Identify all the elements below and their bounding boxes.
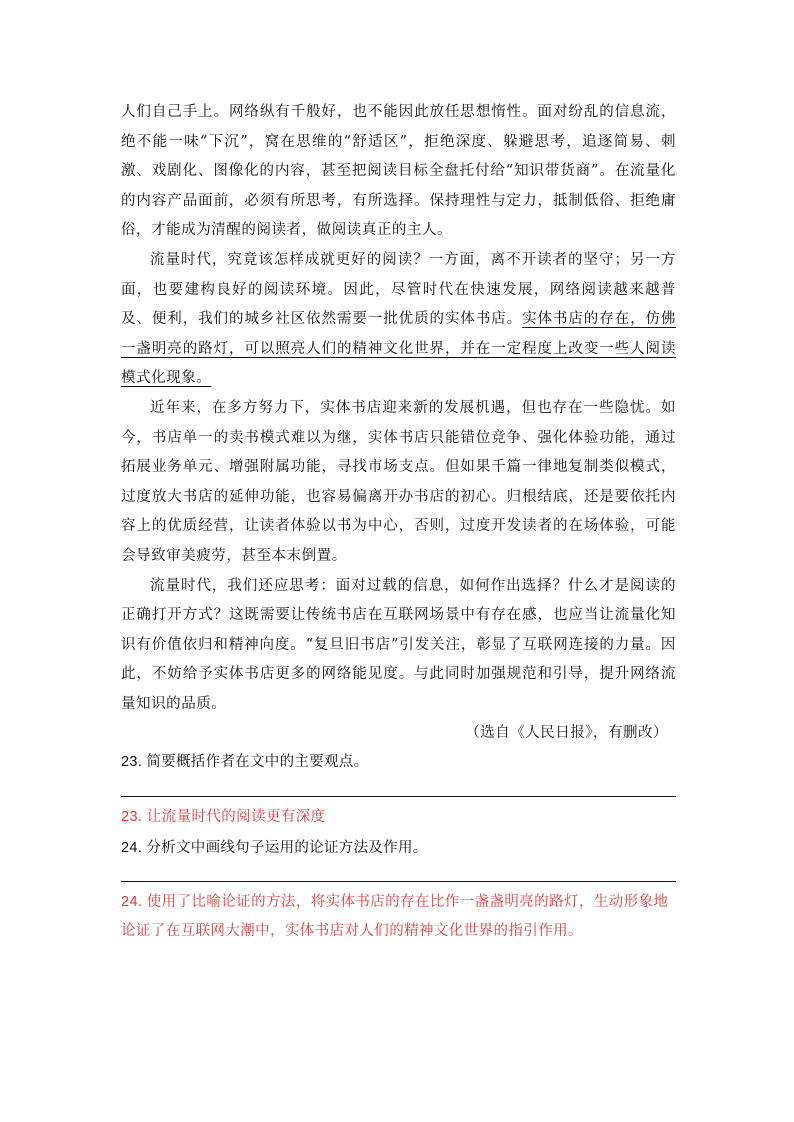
question-24-prompt: 24. 分析文中画线句子运用的论证方法及作用。 — [121, 839, 428, 856]
article-paragraph-1: 人们自己手上。网络纵有千般好，也不能因此放任思想惰性。面对纷乱的信息流，绝不能一味“下沉”，窝在思维的“舒适区”，拒绝深度、躲避思考，追逐简易、刺激、戏剧化、图像化的内容，甚至把阅读目标全盘托付给“知识带货商”。在流量化的内容产品面前，必须有所思考，有所选择。保持理性与定力，抵制低俗、拒绝庸俗，才能成为清醒的阅读者，做阅读真正的主人。 — [121, 104, 676, 239]
answer-line-23 — [121, 776, 676, 797]
source-citation: （选自《人民日报》，有删改） — [465, 725, 668, 742]
answer-24: 24. 使用了比喻论证的方法，将实体书店的存在比作一盏盏明亮的路灯，生动形象地论证了在互联网大潮中，实体书店对人们的精神文化世界的指引作用。 — [121, 893, 669, 940]
question-23-prompt: 23. 简要概括作者在文中的主要观点。 — [121, 754, 369, 771]
paragraph-2-text: 流量时代，究竟该怎样成就更好的阅读？一方面，离不开读者的坚守；另一方面，也要建构良好的阅读环境。因此，尽管时代在快速发展，网络阅读越来越普及、便利，我们的城乡社区依然需要一批优质的实体书店。 — [121, 251, 676, 328]
answer-23: 23. 让流量时代的阅读更有深度 — [121, 809, 326, 826]
answer-line-24 — [121, 862, 676, 882]
document-page — [121, 98, 676, 947]
article-paragraph-4: 流量时代，我们还应思考：面对过载的信息，如何作出选择？什么才是阅读的正确打开方式？这既需要让传统书店在互联网场景中有存在感，也应当让流量化知识有价值依归和精神向度。“复旦旧书店”引发关注，彰显了互联网连接的力量。因此，不妨给予实体书店更多的网络能见度。与此同时加强规范和引导，提升网络流量知识的品质。 — [121, 577, 676, 712]
article-paragraph-2 — [121, 246, 676, 394]
article-paragraph-3: 近年来，在多方努力下，实体书店迎来新的发展机遇，但也存在一些隐忧。如今，书店单一的卖书模式难以为继，实体书店只能错位竞争、强化体验功能，通过拓展业务单元、增强附属功能，寻找市场支点。但如果千篇一律地复制类似模式，过度放大书店的延伸功能，也容易偏离开办书店的初心。归根结底，还是要依托内容上的优质经营，让读者体验以书为中心，否则，过度开发读者的在场体验，可能会导致审美疲劳，甚至本末倒置。 — [121, 399, 676, 564]
underlined-sentence: 实体书店的存在，仿佛一盏明亮的路灯，可以照亮人们的精神文化世界，并在一定程度上改变一些人阅读模式化现象。 — [121, 311, 676, 387]
